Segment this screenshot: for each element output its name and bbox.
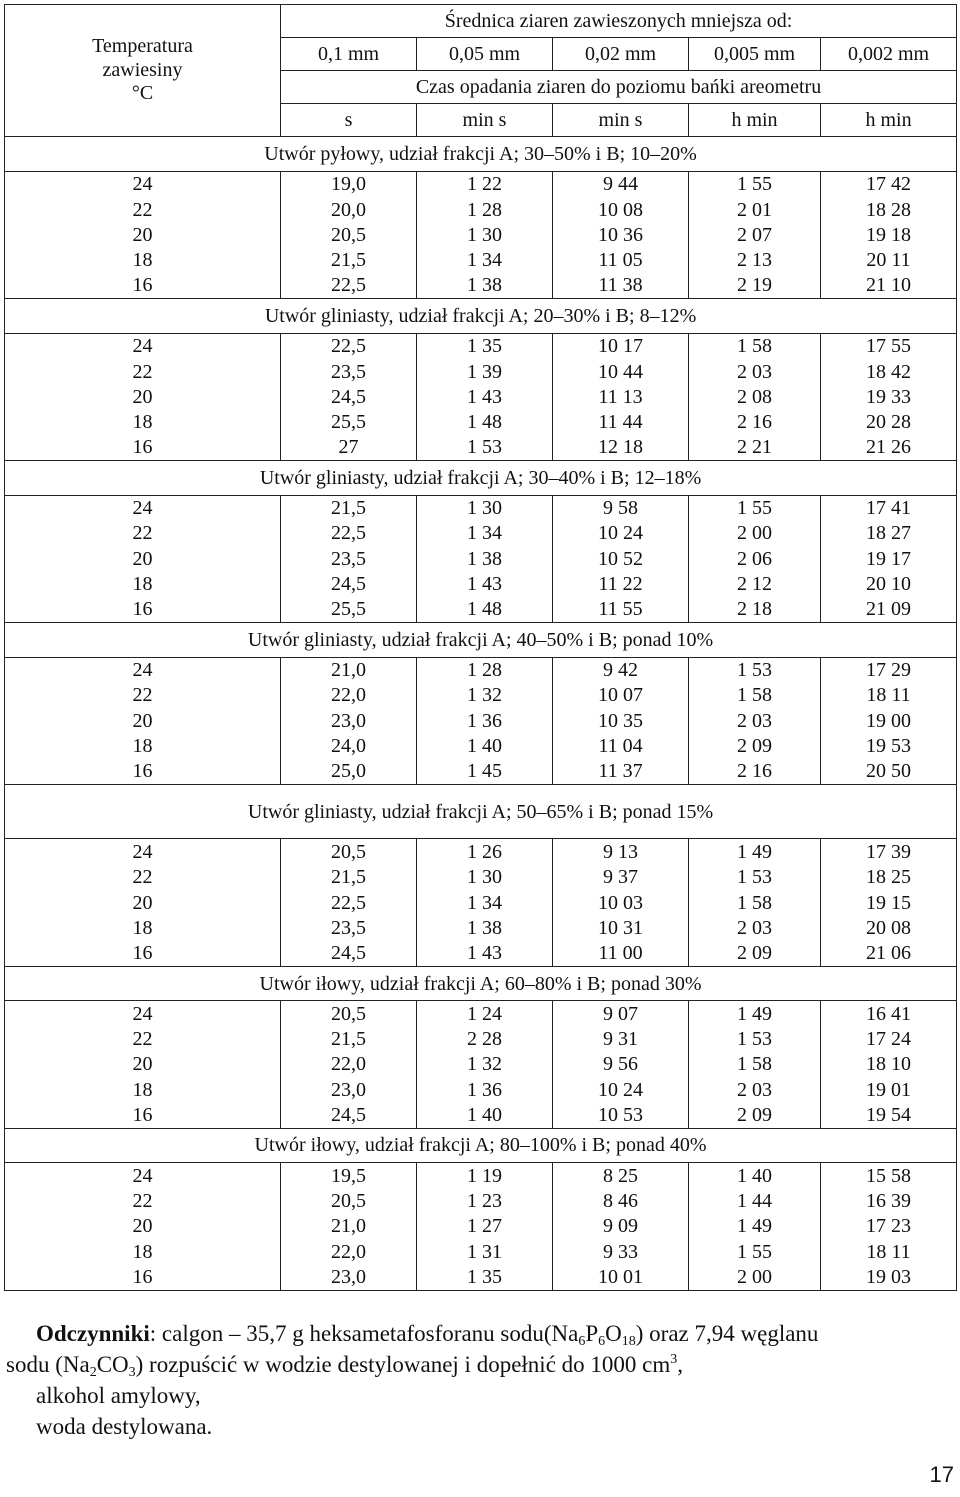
time-cell: 1 53 [689, 1027, 821, 1052]
temperature-cell: 16 [5, 1264, 281, 1290]
formula-part: CO [96, 1352, 129, 1377]
time-cell: 20,5 [281, 222, 417, 247]
table-row [5, 197, 957, 222]
temperature-cell: 20 [5, 222, 281, 247]
time-cell: 10 08 [553, 197, 689, 222]
unit-col-2: min s [417, 104, 553, 137]
time-cell: 23,0 [281, 708, 417, 733]
section-title: Utwór iłowy, udział frakcji A; 60–80% i B; ponad 30% [5, 966, 957, 1001]
subscript: 18 [621, 1334, 636, 1349]
table-row [5, 1239, 957, 1264]
time-cell: 25,5 [281, 597, 417, 623]
table-row [5, 571, 957, 596]
table-row [5, 657, 957, 683]
temperature-cell: 20 [5, 1214, 281, 1239]
time-cell: 23,5 [281, 915, 417, 940]
time-cell: 11 38 [553, 273, 689, 299]
time-cell: 11 55 [553, 597, 689, 623]
section-header-row [5, 966, 957, 1001]
temperature-cell: 16 [5, 1102, 281, 1128]
temperature-cell: 20 [5, 546, 281, 571]
formula-part: O [605, 1321, 622, 1346]
time-cell: 1 40 [689, 1163, 821, 1189]
time-cell: 21,0 [281, 1214, 417, 1239]
time-cell: 1 58 [689, 333, 821, 359]
time-cell: 19 01 [821, 1077, 957, 1102]
time-cell: 8 25 [553, 1163, 689, 1189]
time-cell: 1 28 [417, 657, 553, 683]
time-cell: 10 03 [553, 890, 689, 915]
time-cell: 12 18 [553, 435, 689, 461]
time-cell: 1 58 [689, 1052, 821, 1077]
subscript: 3 [128, 1365, 136, 1380]
formula-part: P [585, 1321, 599, 1346]
table-body [5, 137, 957, 1291]
time-cell: 20 28 [821, 409, 957, 434]
time-cell: 1 23 [417, 1189, 553, 1214]
time-cell: 2 03 [689, 359, 821, 384]
time-cell: 2 08 [689, 384, 821, 409]
time-cell: 21 09 [821, 597, 957, 623]
time-cell: 24,5 [281, 571, 417, 596]
section-header-row [5, 784, 957, 839]
time-cell: 22,5 [281, 521, 417, 546]
subscript: 6 [578, 1334, 586, 1349]
time-cell: 2 09 [689, 733, 821, 758]
page-number: 17 [929, 1462, 954, 1487]
table-row [5, 495, 957, 521]
time-cell: 2 00 [689, 521, 821, 546]
time-cell: 2 19 [689, 273, 821, 299]
time-cell: 11 44 [553, 409, 689, 434]
time-cell: 1 53 [689, 865, 821, 890]
sedimentation-time-table [4, 4, 957, 1291]
time-cell: 2 03 [689, 708, 821, 733]
time-cell: 11 04 [553, 733, 689, 758]
time-cell: 24,0 [281, 733, 417, 758]
time-cell: 1 35 [417, 1264, 553, 1290]
reagents-text: , [677, 1352, 683, 1377]
table-row [5, 1189, 957, 1214]
time-cell: 15 58 [821, 1163, 957, 1189]
time-cell: 9 33 [553, 1239, 689, 1264]
subscript: 6 [598, 1334, 606, 1349]
table-row [5, 1214, 957, 1239]
time-cell: 20 08 [821, 915, 957, 940]
time-cell: 9 44 [553, 171, 689, 197]
diameter-col-5: 0,002 mm [821, 38, 957, 71]
temperature-cell: 16 [5, 758, 281, 784]
reagents-line-2 [6, 1349, 958, 1380]
time-cell: 1 19 [417, 1163, 553, 1189]
time-cell: 1 34 [417, 247, 553, 272]
time-cell: 9 37 [553, 865, 689, 890]
table-row [5, 940, 957, 966]
temperature-cell: 20 [5, 890, 281, 915]
reagents-label: Odczynniki [36, 1321, 150, 1346]
time-cell: 21,5 [281, 1027, 417, 1052]
time-cell: 19 17 [821, 546, 957, 571]
time-cell: 22,0 [281, 1239, 417, 1264]
temperature-header-line1: Temperatura [92, 35, 193, 58]
time-cell: 17 55 [821, 333, 957, 359]
time-cell: 2 09 [689, 940, 821, 966]
table-row [5, 359, 957, 384]
time-cell: 1 35 [417, 333, 553, 359]
time-cell: 1 24 [417, 1001, 553, 1027]
section-title: Utwór gliniasty, udział frakcji A; 50–65% i B; ponad 15% [5, 784, 957, 839]
temperature-cell: 22 [5, 683, 281, 708]
time-cell: 22,5 [281, 333, 417, 359]
section-header-row [5, 622, 957, 657]
unit-col-5: h min [821, 104, 957, 137]
time-cell: 21 06 [821, 940, 957, 966]
time-cell: 1 55 [689, 1239, 821, 1264]
time-cell: 9 09 [553, 1214, 689, 1239]
table-row [5, 597, 957, 623]
table-row [5, 1001, 957, 1027]
time-cell: 21,5 [281, 495, 417, 521]
time-cell: 10 17 [553, 333, 689, 359]
temperature-cell: 18 [5, 571, 281, 596]
time-cell: 9 13 [553, 839, 689, 865]
time-cell: 18 42 [821, 359, 957, 384]
time-cell: 23,5 [281, 546, 417, 571]
time-cell: 2 28 [417, 1027, 553, 1052]
time-cell: 10 36 [553, 222, 689, 247]
time-cell: 21,5 [281, 865, 417, 890]
table-row [5, 708, 957, 733]
time-cell: 1 28 [417, 197, 553, 222]
time-cell: 17 42 [821, 171, 957, 197]
temperature-cell: 24 [5, 657, 281, 683]
section-title: Utwór pyłowy, udział frakcji A; 30–50% i B; 10–20% [5, 137, 957, 172]
time-cell: 11 00 [553, 940, 689, 966]
time-cell: 1 48 [417, 597, 553, 623]
time-cell: 10 31 [553, 915, 689, 940]
time-cell: 2 13 [689, 247, 821, 272]
subscript: 2 [89, 1365, 97, 1380]
time-cell: 2 16 [689, 758, 821, 784]
time-cell: 1 58 [689, 683, 821, 708]
diameter-col-4: 0,005 mm [689, 38, 821, 71]
time-cell: 1 53 [417, 435, 553, 461]
temperature-cell: 22 [5, 359, 281, 384]
reagents-line-4: woda destylowana. [36, 1414, 213, 1439]
time-cell: 20,0 [281, 197, 417, 222]
time-cell: 20,5 [281, 839, 417, 865]
time-cell: 24,5 [281, 384, 417, 409]
time-cell: 24,5 [281, 940, 417, 966]
table-row [5, 758, 957, 784]
temperature-cell: 16 [5, 597, 281, 623]
time-cell: 1 36 [417, 1077, 553, 1102]
time-cell: 19 54 [821, 1102, 957, 1128]
time-cell: 20,5 [281, 1189, 417, 1214]
time-cell: 16 39 [821, 1189, 957, 1214]
time-cell: 10 01 [553, 1264, 689, 1290]
time-cell: 23,0 [281, 1264, 417, 1290]
time-cell: 22,5 [281, 890, 417, 915]
table-row [5, 222, 957, 247]
time-cell: 2 21 [689, 435, 821, 461]
time-cell: 2 03 [689, 1077, 821, 1102]
time-cell: 1 45 [417, 758, 553, 784]
table-row [5, 521, 957, 546]
table-row [5, 333, 957, 359]
reagents-note [6, 1318, 958, 1442]
time-cell: 10 35 [553, 708, 689, 733]
time-cell: 1 34 [417, 890, 553, 915]
time-cell: 1 31 [417, 1239, 553, 1264]
time-cell: 19 53 [821, 733, 957, 758]
table-row [5, 1052, 957, 1077]
temperature-cell: 18 [5, 915, 281, 940]
temperature-cell: 20 [5, 708, 281, 733]
time-cell: 21 26 [821, 435, 957, 461]
time-cell: 1 49 [689, 1001, 821, 1027]
time-cell: 16 41 [821, 1001, 957, 1027]
section-title: Utwór gliniasty, udział frakcji A; 20–30% i B; 8–12% [5, 298, 957, 333]
time-cell: 9 42 [553, 657, 689, 683]
time-cell: 1 30 [417, 865, 553, 890]
time-cell: 1 44 [689, 1189, 821, 1214]
table-row [5, 1027, 957, 1052]
time-cell: 20,5 [281, 1001, 417, 1027]
unit-col-4: h min [689, 104, 821, 137]
temperature-cell: 22 [5, 1189, 281, 1214]
temperature-cell: 22 [5, 521, 281, 546]
temperature-header-line3: °C [131, 82, 154, 105]
diameter-header: Średnica ziaren zawieszonych mniejsza od: [281, 5, 957, 38]
section-header-row [5, 137, 957, 172]
temperature-cell: 24 [5, 1001, 281, 1027]
temperature-cell: 16 [5, 940, 281, 966]
table-row [5, 409, 957, 434]
unit-col-1: s [281, 104, 417, 137]
time-cell: 21 10 [821, 273, 957, 299]
temperature-cell: 24 [5, 495, 281, 521]
table-row [5, 171, 957, 197]
time-cell: 17 24 [821, 1027, 957, 1052]
time-cell: 1 49 [689, 1214, 821, 1239]
temperature-header-line2: zawiesiny [102, 58, 183, 81]
temperature-cell: 18 [5, 1077, 281, 1102]
time-cell: 19 03 [821, 1264, 957, 1290]
table-row [5, 683, 957, 708]
temperature-cell: 18 [5, 409, 281, 434]
table-row [5, 273, 957, 299]
table-row [5, 733, 957, 758]
time-cell: 18 25 [821, 865, 957, 890]
reagents-line-3: alkohol amylowy, [36, 1383, 201, 1408]
time-cell: 2 07 [689, 222, 821, 247]
time-cell: 21,0 [281, 657, 417, 683]
time-cell: 1 39 [417, 359, 553, 384]
time-cell: 19 18 [821, 222, 957, 247]
time-cell: 11 13 [553, 384, 689, 409]
temperature-cell: 16 [5, 435, 281, 461]
time-cell: 1 38 [417, 273, 553, 299]
table-row [5, 435, 957, 461]
time-cell: 18 27 [821, 521, 957, 546]
table-row [5, 247, 957, 272]
time-cell: 22,0 [281, 1052, 417, 1077]
time-cell: 17 39 [821, 839, 957, 865]
time-cell: 1 55 [689, 171, 821, 197]
time-cell: 2 03 [689, 915, 821, 940]
table-row [5, 546, 957, 571]
section-header-row [5, 298, 957, 333]
time-cell: 19 00 [821, 708, 957, 733]
time-cell: 11 05 [553, 247, 689, 272]
table-row [5, 1163, 957, 1189]
time-cell: 27 [281, 435, 417, 461]
table-row [5, 1102, 957, 1128]
time-cell: 1 32 [417, 1052, 553, 1077]
time-header: Czas opadania ziaren do poziomu bańki areometru [281, 71, 957, 104]
diameter-col-3: 0,02 mm [553, 38, 689, 71]
time-cell: 18 10 [821, 1052, 957, 1077]
reagents-text: : calgon – 35,7 g heksametafosforanu sodu(Na [149, 1321, 579, 1346]
time-cell: 1 34 [417, 521, 553, 546]
temperature-cell: 22 [5, 1027, 281, 1052]
superscript: 3 [670, 1352, 678, 1367]
section-header-row [5, 1128, 957, 1163]
temperature-header [5, 5, 281, 137]
time-cell: 10 24 [553, 1077, 689, 1102]
time-cell: 1 40 [417, 1102, 553, 1128]
time-cell: 25,0 [281, 758, 417, 784]
reagents-line-1 [6, 1318, 958, 1349]
diameter-col-1: 0,1 mm [281, 38, 417, 71]
reagents-text: ) oraz 7,94 węglanu [635, 1321, 819, 1346]
time-cell: 1 32 [417, 683, 553, 708]
time-cell: 17 41 [821, 495, 957, 521]
unit-col-3: min s [553, 104, 689, 137]
time-cell: 20 50 [821, 758, 957, 784]
time-cell: 17 23 [821, 1214, 957, 1239]
time-cell: 9 31 [553, 1027, 689, 1052]
temperature-cell: 18 [5, 247, 281, 272]
time-cell: 1 58 [689, 890, 821, 915]
temperature-cell: 22 [5, 865, 281, 890]
table-row [5, 890, 957, 915]
temperature-cell: 20 [5, 1052, 281, 1077]
time-cell: 11 22 [553, 571, 689, 596]
time-cell: 22,0 [281, 683, 417, 708]
time-cell: 1 43 [417, 940, 553, 966]
table-row [5, 1264, 957, 1290]
time-cell: 1 38 [417, 915, 553, 940]
time-cell: 25,5 [281, 409, 417, 434]
time-cell: 2 18 [689, 597, 821, 623]
time-cell: 17 29 [821, 657, 957, 683]
temperature-cell: 20 [5, 384, 281, 409]
time-cell: 1 40 [417, 733, 553, 758]
time-cell: 10 52 [553, 546, 689, 571]
table-row [5, 865, 957, 890]
time-cell: 24,5 [281, 1102, 417, 1128]
time-cell: 9 07 [553, 1001, 689, 1027]
time-cell: 10 07 [553, 683, 689, 708]
time-cell: 1 48 [417, 409, 553, 434]
temperature-cell: 18 [5, 733, 281, 758]
temperature-cell: 24 [5, 171, 281, 197]
table-row [5, 839, 957, 865]
time-cell: 1 30 [417, 495, 553, 521]
time-cell: 9 56 [553, 1052, 689, 1077]
section-title: Utwór iłowy, udział frakcji A; 80–100% i B; ponad 40% [5, 1128, 957, 1163]
time-cell: 10 24 [553, 521, 689, 546]
section-header-row [5, 460, 957, 495]
time-cell: 9 58 [553, 495, 689, 521]
time-cell: 20 10 [821, 571, 957, 596]
time-cell: 2 01 [689, 197, 821, 222]
time-cell: 8 46 [553, 1189, 689, 1214]
table-row [5, 384, 957, 409]
time-cell: 10 44 [553, 359, 689, 384]
time-cell: 1 38 [417, 546, 553, 571]
table-row [5, 1077, 957, 1102]
section-title: Utwór gliniasty, udział frakcji A; 40–50% i B; ponad 10% [5, 622, 957, 657]
temperature-cell: 18 [5, 1239, 281, 1264]
time-cell: 1 26 [417, 839, 553, 865]
time-cell: 1 43 [417, 384, 553, 409]
temperature-cell: 24 [5, 333, 281, 359]
time-cell: 18 11 [821, 683, 957, 708]
time-cell: 18 28 [821, 197, 957, 222]
time-cell: 11 37 [553, 758, 689, 784]
time-cell: 1 55 [689, 495, 821, 521]
time-cell: 1 27 [417, 1214, 553, 1239]
time-cell: 1 30 [417, 222, 553, 247]
reagents-text: sodu (Na [6, 1352, 90, 1377]
time-cell: 2 09 [689, 1102, 821, 1128]
time-cell: 1 53 [689, 657, 821, 683]
time-cell: 21,5 [281, 247, 417, 272]
time-cell: 23,0 [281, 1077, 417, 1102]
time-cell: 2 00 [689, 1264, 821, 1290]
time-cell: 2 16 [689, 409, 821, 434]
time-cell: 18 11 [821, 1239, 957, 1264]
time-cell: 2 06 [689, 546, 821, 571]
time-cell: 23,5 [281, 359, 417, 384]
temperature-cell: 16 [5, 273, 281, 299]
temperature-cell: 22 [5, 197, 281, 222]
time-cell: 22,5 [281, 273, 417, 299]
time-cell: 2 12 [689, 571, 821, 596]
section-title: Utwór gliniasty, udział frakcji A; 30–40% i B; 12–18% [5, 460, 957, 495]
temperature-cell: 24 [5, 839, 281, 865]
temperature-cell: 24 [5, 1163, 281, 1189]
time-cell: 19 15 [821, 890, 957, 915]
time-cell: 1 49 [689, 839, 821, 865]
time-cell: 1 43 [417, 571, 553, 596]
time-cell: 1 22 [417, 171, 553, 197]
table-row [5, 915, 957, 940]
time-cell: 10 53 [553, 1102, 689, 1128]
time-cell: 19 33 [821, 384, 957, 409]
time-cell: 20 11 [821, 247, 957, 272]
diameter-col-2: 0,05 mm [417, 38, 553, 71]
reagents-text: ) rozpuścić w wodzie destylowanej i dopełnić do 1000 cm [135, 1352, 671, 1377]
time-cell: 19,5 [281, 1163, 417, 1189]
time-cell: 19,0 [281, 171, 417, 197]
time-cell: 1 36 [417, 708, 553, 733]
